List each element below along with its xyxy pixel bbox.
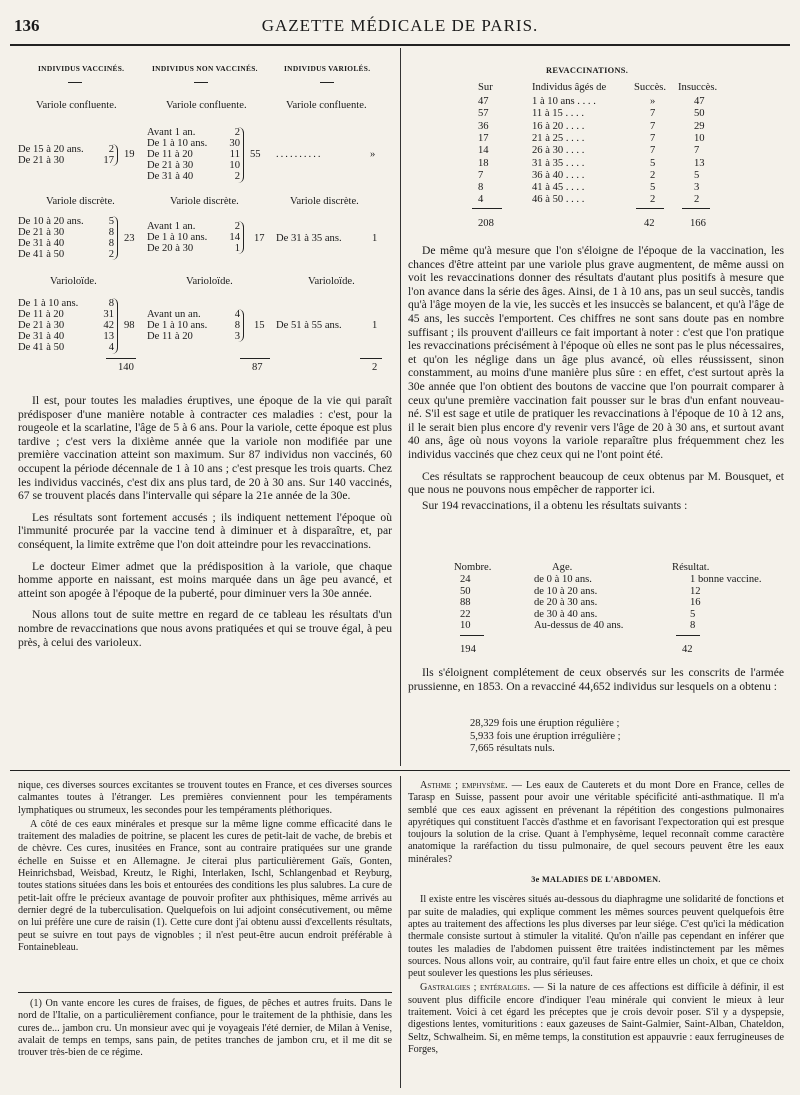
- table-row: De 11 à 20: [147, 331, 193, 342]
- right-column-text: [408, 244, 784, 556]
- footnote: [18, 998, 392, 1088]
- table-cell: 46 à 50 . . . .: [532, 194, 585, 206]
- rule: [472, 208, 502, 209]
- table-cell: 29: [694, 120, 705, 132]
- table-cell: 8: [108, 238, 114, 249]
- paragraph: Le docteur Eimer admet que la prédisposition à la variole, que chaque homme apporte en naissant, est moins marquée dans un âge peu avancé, et atteint son apogée à l'époque de la puberté, pour diminuer vers la 30e année.: [18, 559, 392, 600]
- table-row: De 31 à 40: [18, 238, 65, 249]
- table-cell: 50: [694, 108, 705, 120]
- table-cell: 7: [650, 120, 656, 132]
- table-row: 14: [478, 145, 489, 157]
- sec2-variole-text: De 31 à 35 ans.: [276, 233, 342, 244]
- table-cell: 26 à 30 . . . .: [532, 145, 585, 157]
- table-row: 18: [478, 157, 489, 169]
- table-row: De 20 à 30: [147, 243, 194, 254]
- bottom-right-text: [408, 780, 784, 1088]
- table-cell: 16: [690, 597, 701, 609]
- footnote-rule: [18, 992, 392, 993]
- brace: [238, 309, 244, 342]
- table-cell: 5: [650, 157, 656, 169]
- table-cell: 8: [690, 620, 696, 632]
- table-row: De 10 à 20 ans.: [18, 216, 84, 227]
- run-in-heading: Asthme ; emphysème.: [420, 780, 508, 791]
- sec1-vacc-total: 19: [124, 149, 135, 160]
- paragraph: A côté de ces eaux minérales et presque sur la même ligne comme efficacité dans le traitement des maladies de poitrine, se placent les cures de petit-lait de vache, de brebis et de chèvre. Ces cures, inusitées en France, sont au contraire pratiquées sur une grande échelle en Suisse et en Allemagne. Je citerai plus particulièrement Gaïs, Gonten, Heinrichsbad, Weisbad, Kreutz, le Righi, Interlaken, Ischl, Schlangenbad et Reyburg, toutes stations situées dans les bois et entourées des conditions les plus salubres. La cure de petit-lait offre le précieux avantage de pouvoir profiter aux phthisiques, même arrivés au dernier degré de la tuberculisation. Quelquefois on lui adjoint consécutivement, ou même on lui préfère une cure de raisin (1). Cette cure dont j'ai obtenu aussi d'excellents résultats, peut se suivre en tout pays de vignobles ; il n'est peut-être aucun endroit préférable à Fontainebleau.: [18, 818, 392, 953]
- left-column-text: [18, 394, 392, 764]
- table-cell: 17: [103, 155, 114, 166]
- sec3-head-variole: Varioloïde.: [308, 276, 355, 287]
- table-row: De 21 à 30: [18, 320, 65, 331]
- table-cell: de 0 à 10 ans.: [534, 574, 592, 585]
- rule: [460, 635, 484, 636]
- table-cell: 13: [694, 157, 705, 169]
- revacc-total-succes: 42: [644, 218, 655, 229]
- sec2-head-variole: Variole discrète.: [290, 196, 359, 207]
- table-cell: 7: [650, 108, 656, 120]
- rule: [106, 358, 136, 359]
- paragraph-body: — Les eaux de Cauterets et du mont Dore en France, celles de Tarasp en Suisse, passent pour avoir une véritable spécificité anti-asthmatique. Il m'a semblé que ces eaux agissent en prévenant la répétition des congestions pulmonaires apyrétiques qui constituent l'accès d'asthme et en favorisant l'expectoration qui est presque toujours la solution de la crise. Quant à l'emphysème, lequel reconnaît comme caractère anatomique la raréfaction du tissu pulmonaire, de quel secours peuvent être les eaux minérales?: [408, 780, 784, 865]
- table-row: De 1 à 10 ans.: [147, 320, 208, 331]
- paragraph-body: — Si la nature de ces affections est difficile à définir, il est souvent plus difficile encore d'indiquer l'eau minérale qui convient le mieux à leur traitement. Voici à cet égard les préceptes que je crois devoir poser. S'il y a dyspepsie, digestions lentes, vomituritions : eaux gazeuses de Saint-Galmier, Saint-Alban, Chateldon, Seltz, Schwalheim. Si, en même temps, la constitution est appauvrie : eaux ferrugineuses de Forges,: [408, 982, 785, 1055]
- rule: [676, 635, 700, 636]
- sec3-nonvacc-total: 15: [254, 320, 265, 331]
- col-head-varioles: INDIVIDUS VARIOLÉS.: [284, 64, 371, 73]
- table-cell: »: [650, 96, 656, 107]
- prussian-results: [470, 718, 770, 766]
- table-cell: 2: [234, 221, 240, 232]
- bousquet-table: [410, 560, 790, 660]
- table-row: De 21 à 30: [18, 155, 65, 166]
- table-cell: 7: [694, 145, 700, 157]
- dash: [320, 82, 334, 83]
- smallpox-table: [14, 56, 394, 386]
- table-row: 22: [460, 608, 471, 620]
- table-cell: 21 à 25 . . . .: [532, 132, 585, 144]
- table-cell: 3: [234, 331, 240, 342]
- table-cell: 1 à 10 ans . . . .: [532, 96, 596, 107]
- table-cell: 7: [650, 132, 656, 144]
- brace: [112, 298, 118, 354]
- total-non-vaccines: 87: [252, 362, 263, 373]
- table-row: 7: [478, 169, 484, 181]
- table-row: 4: [478, 194, 484, 206]
- table-cell: 47: [694, 96, 705, 107]
- total-varioles: 2: [372, 362, 378, 373]
- rule: [682, 208, 710, 209]
- sec1-head-variole: Variole confluente.: [286, 100, 367, 111]
- revacc-head-ages: Individus âgés de: [532, 82, 607, 93]
- brace: [112, 216, 118, 260]
- dash: [68, 82, 82, 83]
- table-row: De 41 à 50: [18, 249, 65, 260]
- table-cell: 31 à 35 . . . .: [532, 157, 585, 169]
- table-cell: 4: [108, 342, 114, 353]
- paragraph: De même qu'à mesure que l'on s'éloigne de l'époque de la vaccination, les chances d'être atteint par une variole plus grave augmentent, de même aussi on voit les revaccinations donner des résultats d'autant plus positifs à mesure que l'on avance dans la série des âges. Ainsi, de 1 à 10 ans, pas un seul succès, tandis qu'à l'âge moyen de la vie, les succès et les insuccès se balancent, et qu'à l'âge de 45 ans, les succès l'emportent. Ces chiffres ne sont sans doute pas en nombre suffisant ; ils prouvent d'ailleurs ce fait important à noter : c'est que l'on pratique les revaccinations précisément à l'époque où elles ne sont pas le plus nécessaires, et qu'on les néglige dans un âge plus avancé, où elles réussissent, sinon constamment, au moins d'une manière plus sûre : en effet, c'est surtout après la 30e année que l'on obtient des boutons de vaccine que l'on pourrait comparer à ceux qu'une première vaccination fait pousser sur le bras d'un enfant nouveau-né. S'il est sage et utile de pratiquer les revaccinations à l'époque de 10 à 12 ans, il le serait bien plus encore d'y revenir vers l'âge de 20 à 30 ans, et surtout avant 40 ans, âge où nous voyons la variole reparaître plus fréquemment chez les individus vaccinés que chez ceux qui ne l'ont point été.: [408, 244, 784, 461]
- bousquet-head-nombre: Nombre.: [454, 562, 492, 573]
- sec2-head-vacc: Variole discrète.: [46, 196, 115, 207]
- list-item: 28,329 fois une éruption régulière ;: [470, 718, 620, 729]
- table-row: Avant un an.: [147, 309, 201, 320]
- list-item: 7,665 résultats nuls.: [470, 743, 555, 754]
- paragraph: Ces résultats se rapprochent beaucoup de ceux obtenus par M. Bousquet, et que nous ne pouvons nous empêcher de rapporter ici.: [408, 469, 784, 497]
- page-header: [0, 14, 800, 42]
- table-cell: 2: [234, 127, 240, 138]
- dash: [194, 82, 208, 83]
- sec3-variole-val: 1: [372, 320, 378, 331]
- table-row: 57: [478, 108, 489, 120]
- table-cell: 2: [234, 171, 240, 182]
- paragraph: [408, 982, 784, 1056]
- table-cell: 8: [108, 227, 114, 238]
- column-divider-bottom: [400, 776, 401, 1088]
- table-row: 50: [460, 585, 471, 597]
- page-number: 136: [14, 16, 40, 35]
- table-row: De 15 à 20 ans.: [18, 144, 84, 155]
- bousquet-total-resultat: 42: [682, 644, 693, 655]
- revacc-title: REVACCINATIONS.: [546, 66, 629, 75]
- table-row: De 41 à 50: [18, 342, 65, 353]
- table-cell: 14: [229, 232, 240, 243]
- journal-title: GAZETTE MÉDICALE DE PARIS.: [261, 16, 539, 35]
- revacc-total-sur: 208: [478, 218, 494, 229]
- paragraph: [408, 780, 784, 866]
- rule: [360, 358, 382, 359]
- sec2-variole-val: 1: [372, 233, 378, 244]
- table-row: De 21 à 30: [147, 160, 194, 171]
- table-cell: 2: [108, 249, 114, 260]
- sec3-variole-text: De 51 à 55 ans.: [276, 320, 342, 331]
- paragraph: Ils s'éloignent complétement de ceux observés sur les conscrits de l'armée prussienne, en 1853. On a revacciné 44,652 individus sur lesquels on a obtenu :: [408, 666, 784, 693]
- table-cell: 31: [103, 309, 114, 320]
- paragraph: Sur 194 revaccinations, il a obtenu les résultats suivants :: [422, 498, 688, 512]
- table-row: De 31 à 40: [18, 331, 65, 342]
- revacc-total-insucces: 166: [690, 218, 706, 229]
- brace: [112, 144, 118, 166]
- paragraph: nique, ces diverses sources excitantes se trouvent toutes en France, et ces diverses sources calmantes toutes à l'étranger. Les premières conviennent pour les tempéraments lymphatiques ou strumeux, les secondes pour les tempéraments pléthoriques.: [18, 780, 392, 816]
- bousquet-head-age: Age.: [552, 562, 573, 573]
- revacc-head-sur: Sur: [478, 82, 493, 93]
- col-head-non-vaccines: INDIVIDUS NON VACCINÉS.: [152, 64, 258, 73]
- table-cell: 5: [108, 216, 114, 227]
- list-item: 5,933 fois une éruption irrégulière ;: [470, 730, 621, 742]
- table-cell: 7: [650, 145, 656, 157]
- sec1-head-nonvacc: Variole confluente.: [166, 100, 247, 111]
- table-cell: 5: [690, 608, 696, 620]
- table-cell: 10: [229, 160, 240, 171]
- table-row: 17: [478, 132, 489, 144]
- brace: [238, 127, 244, 183]
- table-cell: 1 bonne vaccine.: [690, 574, 762, 585]
- table-row: 88: [460, 597, 471, 609]
- table-cell: 11: [229, 149, 240, 160]
- bousquet-head-resultat: Résultat.: [672, 562, 710, 573]
- paragraph: Nous allons tout de suite mettre en regard de ce tableau les résultats d'un nombre de revaccinations que nous avons pratiquées et qui se trouve égal, à peu près, à celui des varioleux.: [18, 608, 392, 649]
- table-row: De 1 à 10 ans.: [147, 138, 208, 149]
- table-cell: de 30 à 40 ans.: [534, 608, 598, 620]
- rule: [636, 208, 664, 209]
- paragraph: Les résultats sont fortement accusés ; ils indiquent nettement l'époque où l'immunité procurée par la vaccine tend à diminuer et à disparaître, et, par conséquent, la limite extrême que l'on doit atteindre pour les revaccinations.: [18, 510, 392, 551]
- table-cell: 2: [650, 169, 656, 181]
- revacc-head-succes: Succès.: [634, 82, 667, 93]
- table-row: De 11 à 20: [147, 149, 193, 160]
- sec3-head-vacc: Varioloïde.: [50, 276, 97, 287]
- table-row: 36: [478, 120, 489, 132]
- table-row: 47: [478, 96, 489, 107]
- sec1-variole-text: ..........: [276, 149, 323, 160]
- total-vaccines: 140: [118, 362, 134, 373]
- table-cell: 13: [103, 331, 114, 342]
- table-cell: 5: [650, 182, 656, 194]
- section-heading: 3e MALADIES DE L'ABDOMEN.: [531, 875, 661, 885]
- section-rule: [10, 770, 790, 771]
- table-row: De 21 à 30: [18, 227, 65, 238]
- paragraph: Il existe entre les viscères situés au-dessous du diaphragme une solidarité de fonctions et par suite de maladies, qui explique comment les mêmes sources peuvent quelquefois être aptes au traitement des affections les plus diverses par leur siége. C'est qu'ici la médication thermale consiste surtout à stimuler la vitalité. Qu'on n'aille pas cependant en inférer que toutes les maladies de l'abdomen puissent être traitées indistinctement par les mêmes sources. Nous allons voir, au contraire, qu'il faut faire entre elles un choix, et que ce choix peut soulever les questions les plus sérieuses.: [408, 894, 784, 980]
- table-cell: Au-dessus de 40 ans.: [534, 620, 624, 632]
- table-row: 24: [460, 574, 471, 585]
- table-row: De 31 à 40: [147, 171, 194, 182]
- table-row: De 1 à 10 ans.: [18, 298, 79, 309]
- revacc-head-insucces: Insuccès.: [678, 82, 718, 93]
- sec2-vacc-total: 23: [124, 233, 135, 244]
- table-cell: 36 à 40 . . . .: [532, 169, 585, 181]
- table-cell: 42: [103, 320, 114, 331]
- revaccinations-table: [410, 56, 790, 236]
- table-cell: 30: [229, 138, 240, 149]
- table-cell: 12: [690, 585, 701, 597]
- table-cell: 1: [234, 243, 240, 254]
- sec3-vacc-total: 98: [124, 320, 135, 331]
- brace: [238, 221, 244, 254]
- table-row: Avant 1 an.: [147, 221, 196, 232]
- bousquet-total-nombre: 194: [460, 644, 476, 655]
- table-cell: 16 à 20 . . . .: [532, 120, 585, 132]
- table-row: Avant 1 an.: [147, 127, 196, 138]
- table-cell: de 20 à 30 ans.: [534, 597, 598, 609]
- table-cell: 5: [694, 169, 700, 181]
- column-divider-top: [400, 48, 401, 766]
- col-head-vaccines: INDIVIDUS VACCINÉS.: [38, 64, 125, 73]
- sec2-nonvacc-total: 17: [254, 233, 265, 244]
- table-cell: 4: [234, 309, 240, 320]
- table-cell: 3: [694, 182, 700, 194]
- bottom-left-text: [18, 780, 392, 980]
- sec1-variole-val: »: [370, 149, 376, 160]
- right-column-text-2: [408, 666, 784, 712]
- table-cell: de 10 à 20 ans.: [534, 585, 598, 597]
- sec1-head-vacc: Variole confluente.: [36, 100, 117, 111]
- table-cell: 10: [694, 132, 705, 144]
- table-cell: 8: [234, 320, 240, 331]
- table-row: De 11 à 20: [18, 309, 64, 320]
- table-cell: 11 à 15 . . . .: [532, 108, 584, 120]
- table-row: 8: [478, 182, 484, 194]
- sec1-nonvacc-total: 55: [250, 149, 261, 160]
- table-cell: 2: [694, 194, 700, 206]
- footnote-text: (1) On vante encore les cures de fraises, de figues, de pêches et autres fruits. Dans le nord de l'Italie, on a particulièrement confiance, pour le traitement de la phthisie, dans les cures de... jambon cru. Un monsieur avec qui je voyageais l'été dernier, de Milan à Venise, avalait de temps en temps, sans pain, de petites tranches de jambon cru, et il me dit se trouver très-bien de ce régime.: [18, 998, 392, 1059]
- table-row: 10: [460, 620, 471, 632]
- paragraph: Il est, pour toutes les maladies éruptives, une époque de la vie qui paraît prédisposer d'une manière notable à contracter ces maladies : c'est, pour la rougeole et la scarlatine, l'âge de 5 à 6 ans. Pour la variole, cette époque est plus tardive ; c'est vers la dixième année que la variole non modifiée par une première vaccination atteint son maximum. Sur 87 individus non vaccinés, 60 occupent la période décennale de 1 à 10 ans ; c'est presque les trois quarts. Chez les individus vaccinés, c'est dix ans plus tard, de 20 à 30 ans. Sur 140 vaccinés, 67 se trouvent placés dans l'intervalle qui sépare la 21e année de la 30e.: [18, 394, 392, 503]
- header-rule: [10, 44, 790, 46]
- rule: [240, 358, 270, 359]
- run-in-heading: Gastralgies ; entéralgies.: [420, 982, 530, 994]
- table-cell: 8: [108, 298, 114, 309]
- table-cell: 2: [108, 144, 114, 155]
- table-cell: 2: [650, 194, 656, 206]
- sec2-head-nonvacc: Variole discrète.: [170, 196, 239, 207]
- sec3-head-nonvacc: Varioloïde.: [186, 276, 233, 287]
- table-row: De 1 à 10 ans.: [147, 232, 208, 243]
- table-cell: 41 à 45 . . . .: [532, 182, 585, 194]
